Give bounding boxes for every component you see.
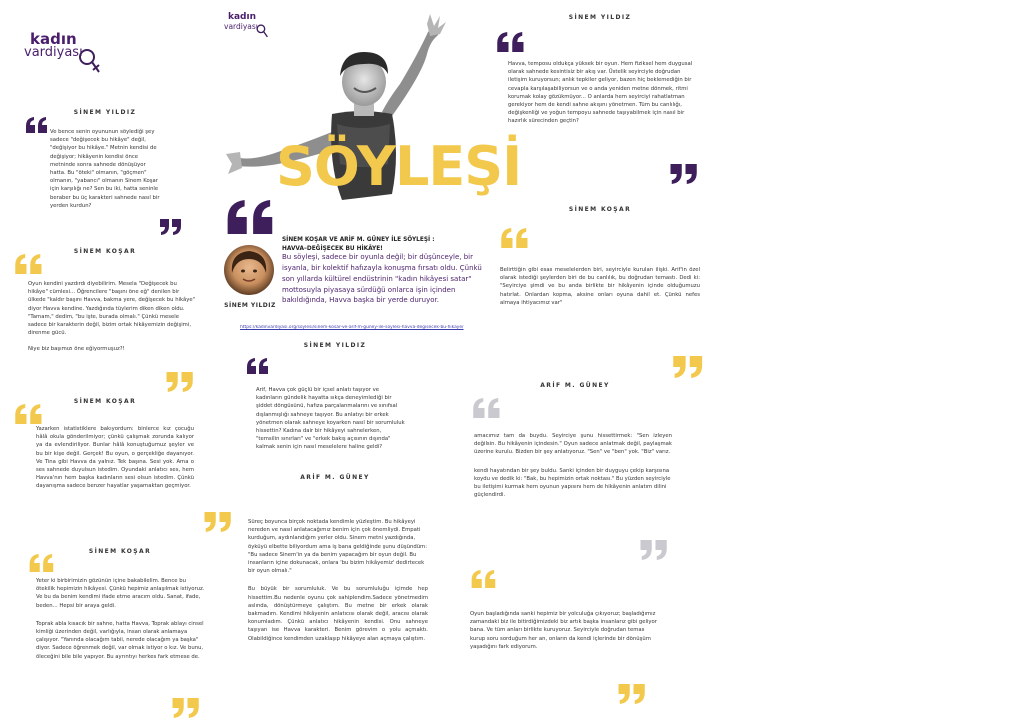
article-link[interactable]: https://kadinvardiyasi.org/soylesi/sinem-kosar-ve-arif-m-guney-ile-soylesi-havva-degisecek-bu-hikaye/	[240, 325, 464, 330]
quote-close-purple-icon	[158, 219, 182, 235]
portrait-caption: SİNEM YILDIZ	[224, 302, 276, 309]
mid-b1-text: Arif, Havva çok güçlü bir içsel anlatı taşıyor ve kadınların gündelik hayatta sıkça deneyimlediği bir şiddet döngüsünü, hafıza parçalanmalarını ve sınıfsal dışlanmışlığı sahneye taşıyor. Bu anlatıyı bir erkek yönetmen olarak sahneye koyarken nasıl bir sorumluluk hissettin? Kadına dair bir hikâyeyi sahnelerken, "temsilin sınırları" ve "erkek bakış açısının dışında" kalmak senin için nasıl meselelere haline geldi?	[256, 387, 405, 451]
quote-close-yellow-icon	[616, 684, 646, 704]
quote-close-yellow-icon	[168, 698, 202, 718]
right-b3-speaker: ARİF M. GÜNEY	[540, 382, 610, 389]
mid-b2-text	[248, 518, 428, 643]
left-b1-text: Ve bence senin oyununun söylediği şey sadece "değişecek bu hikâye" değil, "değişiyor bu hikâye." Metnin kendisi de değişiyor; hikâyenin kendisi önce metninde sonra sahnede dönüşüyor hatta. Bu "öteki" olmanın, "göçmen" olmanın, "yabancı" olmanın Sinem Koşar için karşılığı ne? Sen bu iki, hatta seninle beraber bu üç karakteri sahnede nasıl bir yerden kurdun?	[50, 129, 160, 209]
intro-heading: SİNEM KOŞAR VE ARİF M. GÜNEY İLE SÖYLEŞİ : HAVVA–DEĞİŞECEK BU HİKÂYE!	[282, 237, 435, 252]
left-b2-p1: Oyun kendini yazdırdı diyebilirim. Mesela "Değişecek bu hikâye" cümlesi... Öğrencilere "başını öne eğ" denilen bir ülkede "kaldır başını Havva, bakma yere, değişecek bu hikâye" diyor Havva kendine. Yazdığında tüylerim diken diken oldu. "Tamam," dedim, "bu işte, burada olmalı." Çünkü mesele sadece bir karakterin değil, bizim ortak hikâyemizin değişimi, direnme gücü.	[28, 281, 196, 337]
mid-b1-speaker: SİNEM YILDIZ	[303, 342, 367, 349]
quote-open-grey-icon	[472, 398, 502, 418]
right-b1-speaker: SİNEM YILDIZ	[568, 14, 632, 21]
intro-body: Bu söyleşi, sadece bir oyunla değil; bir düşünceyle, bir isyanla, bir kolektif hafızayla konuşma fırsatı oldu. Çünkü son yıllarda kültürel endüstrinin "kadın hikâyesi satar" mottosuyla piyasaya sürdüğü onlarca işin içinden bakıldığında, Havva başka bir yerde duruyor.	[282, 253, 482, 305]
quote-close-yellow-icon	[162, 372, 196, 392]
quote-open-yellow-icon	[470, 570, 498, 588]
left-b3-speaker: SİNEM KOŞAR	[73, 398, 137, 405]
right-b3-p2: kendi hayatından bir şey buldu. Sanki içinden bir duyguyu çekip karşısına koydu ve dedik ki: "Bak, bu hepimizin ortak noktası." Bu yüzden seyirciyle bu iletişimi kurmak hem oyunun yapısını hem de hikâyenin anlatım dilini güçlendirdi.	[474, 467, 671, 499]
quote-open-purple-icon	[246, 358, 270, 374]
cover-title: SÖYLEŞİ	[276, 135, 522, 198]
left-b3-text: Yazarken istatistiklere bakıyordum: binlerce kız çocuğu hâlâ okula gönderilmiyor; çünkü çalışmak zorunda kalıyor ya da evlendiriliyor. Bunlar hâlâ konuştuğumuz şeyler ve bu bir kişe değil. Gerçek! Bu oyun, o gerçekliğe dayanıyor. Ve Tina gibi Havva da yalnız. Tek başına. Sesi yok. Ama o ses sahnede duyulsun istedim. Oyundaki anlatıcı ses, hem Havva'nın hem başka kadınların sesi olsun istedim. Çünkü dayanışma sadece benzer hayatlar yaşamaktan geçmiyor.	[36, 426, 194, 490]
mid-b2-speaker: ARİF M. GÜNEY	[300, 474, 370, 481]
right-b2-speaker: SİNEM KOŞAR	[568, 206, 632, 213]
quote-open-yellow-icon	[500, 228, 530, 248]
cover-logo-vardiyasi: vardiyası	[224, 22, 258, 31]
quote-open-yellow-icon	[28, 554, 56, 572]
mid-b2-p2: Bu büyük bir sorumluluk. Ve bu sorumluluğu içimde hep hissettim.Bu nedenle oyunu çok sahiplendim.Sadece yönetmedim aslında, dönüştürmeye çalıştım. Bu metne bir erkek olarak bakmadım. Kendimi hikâyenin anlatıcısı olarak değil, aracısı olarak konumladım. Çünkü anlatıcı hikâyenin kendisi. Onu sahneye taşıyan ise Havva karakteri. Benim görevim o yolu açmaktı. Olabildiğince kendimden uzaklaşıp hikâyeye alan açmaya çalıştım.	[248, 586, 428, 642]
logo-kadin-text: kadın	[30, 30, 77, 48]
right-b2-text: Belirttiğin gibi esas meselelerden biri, seyirciyle kurulan ilişki. Arif'in özel olarak istediği şeylerden biri de bu canlılık, bu doğrudan temastı. Dedi ki: "Seyirciye şimdi ve bu anda birlikte bir hikâyenin içinde olduğumuzu hatırlat. Onlardan kopma, aksine onları oyuna dahil et. Çünkü nefes almaya ihtiyacımız var"	[500, 267, 700, 306]
portrait-face-icon	[224, 245, 274, 295]
quote-open-purple-icon	[26, 117, 48, 133]
quote-close-yellow-icon	[200, 512, 234, 532]
quote-open-yellow-icon	[12, 404, 46, 424]
logo-vardiyasi-text: vardiyası	[24, 45, 83, 60]
venus-symbol-icon	[78, 48, 100, 74]
left-b2-text	[28, 280, 198, 354]
left-b2-speaker: SİNEM KOŞAR	[73, 248, 137, 255]
right-b4-text: Oyun başladığında sanki hepimiz bir yolculuğa çıkıyoruz; başladığımız zamandaki biz ile bitirdiğimizdeki biz artık başka insanlarız gibi geliyor bana. Ve tüm anları birlikte kuruyoruz. Seyirciyle doğrudan temas kurup soru sorduğum her an, onların da kendi içlerinde bir dönüşüm yaşadığını fark ediyorum.	[470, 611, 657, 650]
quote-open-purple-big-icon	[226, 200, 276, 234]
quote-close-grey-icon	[638, 540, 668, 560]
quote-close-purple-icon	[668, 164, 698, 184]
mid-b2-p1: Süreç boyunca birçok noktada kendimle yüzleştim. Bu hikâyeyi nereden ve nasıl anlatacağımız benim için çok önemliydi. Empati kurduğum, aydınlandığım yerler oldu. Sinem metni yazdığında, öyküyü elbette biliyordum ama iş bana geldiğinde şunu düşündüm: "Bu sadece Sinem'in ya da benim yapacağım bir oyun değil. Bu insanların içine dokunacak, onlara 'bu bizim hikâyemiz' dedirtecek bir oyun olmalı."	[248, 519, 427, 575]
cover-logo-kadin: kadın	[228, 12, 256, 22]
left-b1-speaker: SİNEM YILDIZ	[73, 109, 137, 116]
right-b1-text: Havva, temposu oldukça yüksek bir oyun. Hem fiziksel hem duygusal olarak sahnede kesintisiz bir akış var. Üstelik seyirciyle doğrudan iletişim kuruyorsun; anlık tepkiler geliyor, bazen hiç beklemediğin bir cevapla karşılaşabiliyorsun ve o anda yeniden metne dönmek, ritmi korumak kolay gözükmüyor... O anlarda hem seyirciyi rahatlatman gerekiyor hem de kendi sahne akışını yönetmen. Tüm bu canlılığı, değişkenliği ve yoğun tempoyu sahnede taşıyabilmek için nasıl bir hazırlık sürecinden geçtin?	[508, 61, 693, 125]
kadin-vardiyasi-logo	[22, 30, 102, 74]
left-b4-speaker: SİNEM KOŞAR	[88, 548, 152, 555]
portrait-photo	[224, 245, 274, 295]
left-b4-text	[36, 577, 206, 661]
quote-close-yellow-icon	[670, 356, 704, 378]
quote-open-purple-icon	[496, 32, 526, 52]
left-b2-p2: Niye biz başımızı öne eğiyormuşuz?!	[28, 346, 125, 353]
right-b3-text	[474, 432, 672, 499]
quote-open-yellow-icon	[12, 254, 46, 274]
left-b4-p2: Toprak abla kısacık bir sahne, hatta Havva, Toprak ablayı cinsel kimliği üzerinden değil, varlığıyla, insan olarak anlamaya çalışıyor. "Yanında olacağım tabii, nerede olacağım ya başka" diyor. Sadece öğrenmek değil, var olmak istiyor o kız. Ve bunu, öleceğini bile bile yapıyor. Bu ayrıntıyı herkes fark etmese de.	[36, 620, 204, 660]
right-b3-p1: amacımız tam da buydu. Seyirciye şunu hissettirmek: "Sen izleyen değilsin. Bu hikâyenin içindesin." Oyun sadece anlatmak değil, paylaşmak üzerine kurulu. Bizden bir şey anlatıyoruz. "Sen" ve "ben" yok. "Biz" varız.	[474, 433, 672, 456]
left-b4-p1: Yeter ki birbirimizin gözünün içine bakabilelim. Bence bu ötekilik hepimizin hikâyesi. Çünkü hepimiz anlaşılmak istiyoruz. Ve bu da benim kendimi ifade etme aracım oldu. Sanat, ifade, beden... Hepsi bir araya geldi.	[36, 578, 205, 609]
